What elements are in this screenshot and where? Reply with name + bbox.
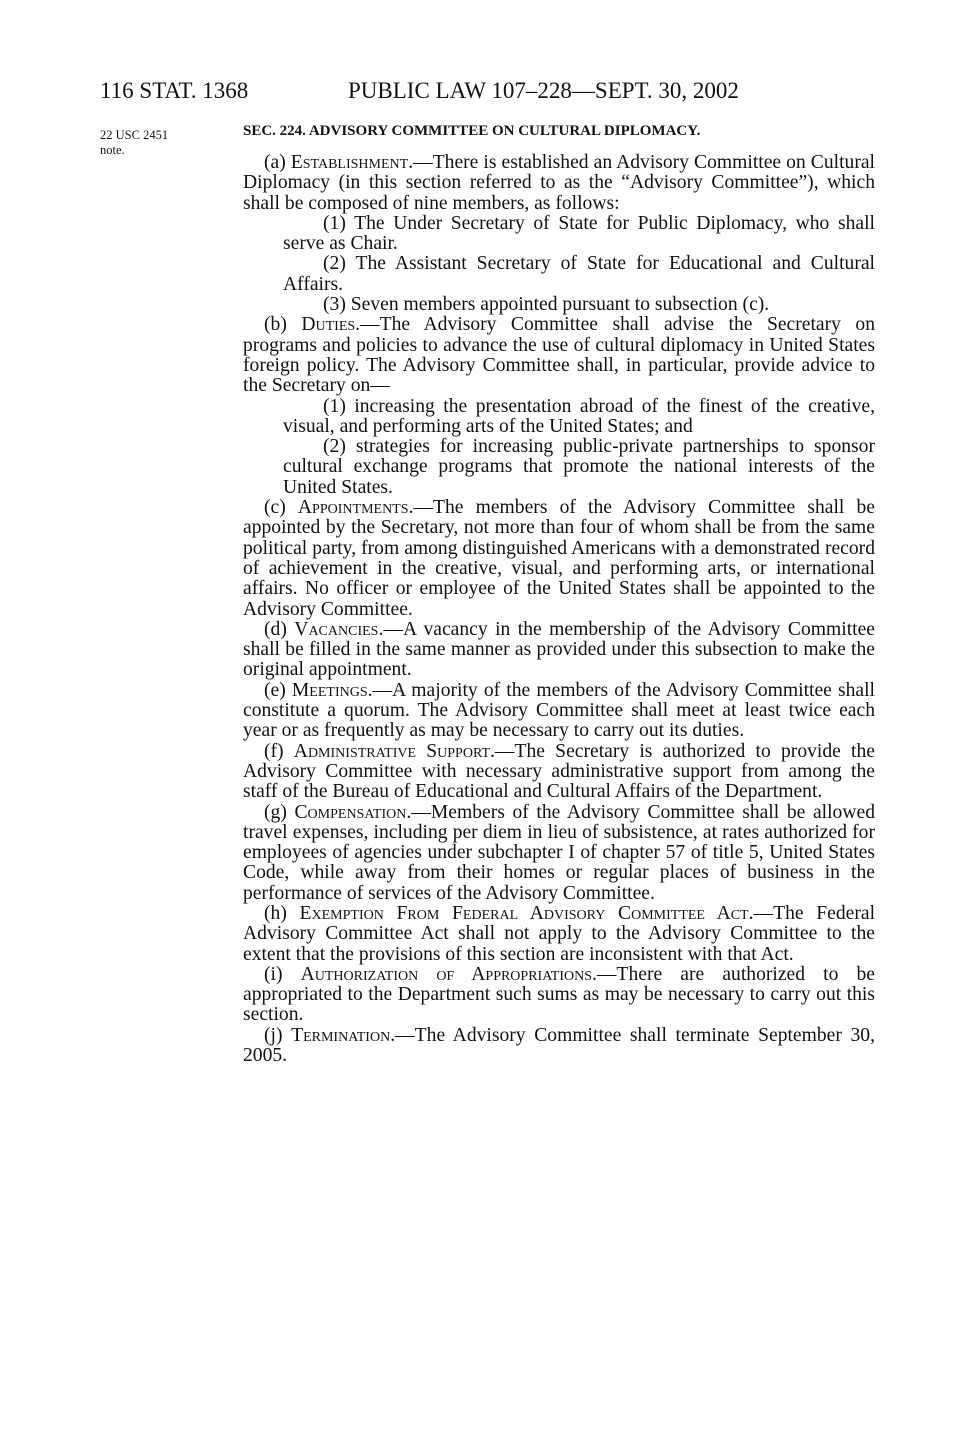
list-item: (1) increasing the presentation abroad of the finest of the creative, visual, and performing arts of the United States; and [283, 395, 875, 437]
public-law-title: PUBLIC LAW 107–228—SEPT. 30, 2002 [348, 78, 739, 103]
subsection-b: (b) Duties.—The Advisory Committee shall advise the Secretary on programs and policies to advance the use of cultural diplomacy in United States foreign policy. The Advisory Committee shall, in particular, provide advice to the Secretary on— [243, 314, 876, 397]
subsection-d: (d) Vacancies.—A vacancy in the membership of the Advisory Committee shall be filled in the same manner as provided under this subsection to make the original appointment. [243, 618, 875, 681]
page-header [100, 78, 780, 108]
subsection-c: (c) Appointments.—The members of the Advisory Committee shall be appointed by the Secretary, not more than four of whom shall be from the same political party, from among distinguished Americans with a demonstrated record of achievement in the creative, visual, and performing arts, or international affairs. No officer or employee of the United States shall be appointed to the Advisory Committee. [243, 497, 875, 620]
subsection-h: (h) Exemption From Federal Advisory Committee Act.—The Federal Advisory Committee Act shall not apply to the Advisory Committee to the extent that the provisions of this section are inconsistent with that Act. [243, 902, 876, 965]
section-title: SEC. 224. ADVISORY COMMITTEE ON CULTURAL DIPLOMACY. [243, 123, 701, 139]
subsection-heading: Administrative Support [293, 740, 491, 762]
subsection-heading: Termination [291, 1024, 391, 1046]
statute-citation: 116 STAT. 1368 [100, 78, 249, 103]
subsection-heading: Vacancies [294, 618, 379, 640]
subsection-heading: Appointments [297, 497, 409, 519]
subsection-j: (j) Termination.—The Advisory Committee shall terminate September 30, 2005. [243, 1024, 875, 1067]
subsection-e: (e) Meetings.—A majority of the members of the Advisory Committee shall constitute a quorum. The Advisory Committee shall meet at least twice each year or as frequently as may be necessary to carry out its duties. [243, 679, 875, 742]
subsection-g: (g) Compensation.—Members of the Advisory Committee shall be allowed travel expenses, including per diem in lieu of subsistence, at rates authorized for employees of agencies under subchapter I of chapter 57 of title 5, United States Code, while away from their homes or regular places of business in the performance of services of the Advisory Committee. [243, 801, 875, 904]
subsection-f: (f) Administrative Support.—The Secretary is authorized to provide the Advisory Committee with necessary administrative support from among the staff of the Bureau of Educational and Cultural Affairs of the Department. [243, 740, 875, 803]
subsection-i: (i) Authorization of Appropriations.—There are authorized to be appropriated to the Department such sums as may be necessary to carry out this section. [243, 963, 875, 1026]
list-item: (3) Seven members appointed pursuant to subsection (c). [323, 294, 770, 316]
subsection-heading: Establishment [290, 152, 409, 173]
margin-note [100, 128, 220, 158]
list-item: (2) strategies for increasing public-private partnerships to sponsor cultural exchange programs that promote the national interests of the United States. [283, 436, 875, 498]
margin-note-line: note. [100, 143, 125, 157]
list-item: (1) The Under Secretary of State for Public Diplomacy, who shall serve as Chair. [283, 212, 875, 255]
list-item: (2) The Assistant Secretary of State for Educational and Cultural Affairs. [283, 253, 875, 295]
subsection-heading: Duties [301, 314, 356, 336]
margin-note-line: 22 USC 2451 [100, 128, 169, 142]
subsection-heading: Meetings [291, 679, 368, 701]
section-body [243, 122, 875, 1066]
subsection-heading: Exemption From Federal Advisory Committee Act [299, 902, 749, 924]
subsection-heading: Compensation [294, 801, 407, 823]
subsection-a: (a) Establishment.—There is established an Advisory Committee on Cultural Diplomacy (in this section referred to as the “Advisory Committee”), which shall be composed of nine members, as follows: [243, 152, 875, 214]
subsection-heading: Authorization of Appropriations [300, 963, 592, 985]
